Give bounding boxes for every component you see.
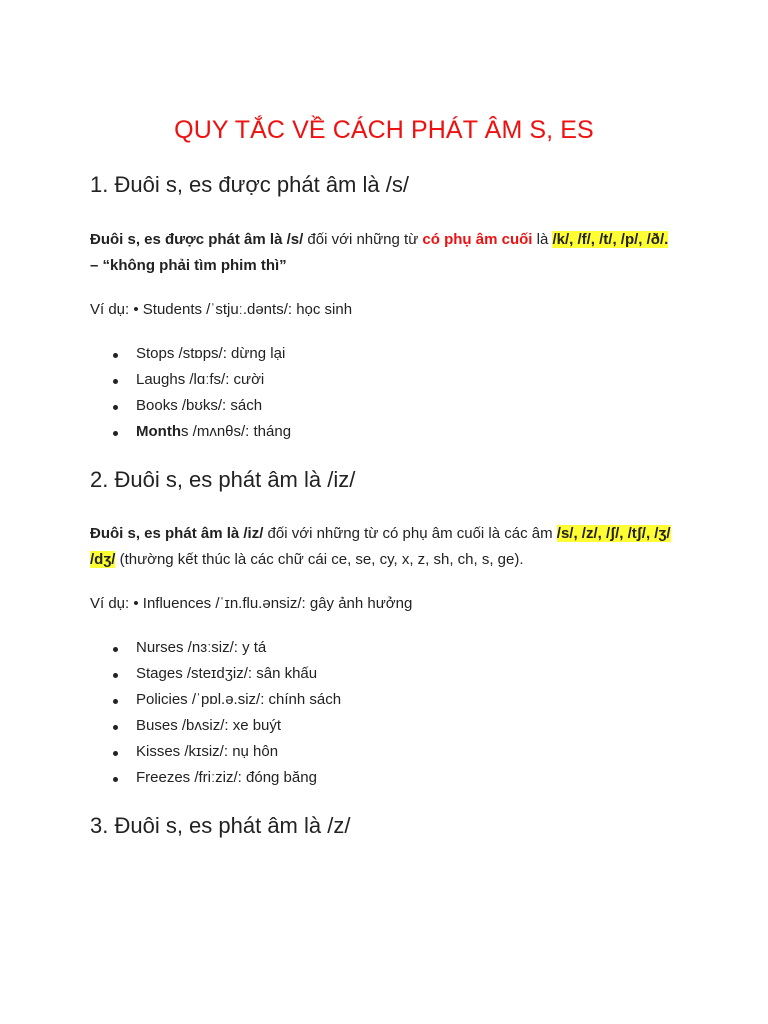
list-item: [90, 419, 291, 445]
rule-1-bold: Đuôi s, es được phát âm là /s/: [90, 231, 304, 248]
list-item-text: Laughs /lɑːfs/: cười: [136, 371, 265, 388]
list-item-text: Freezes /friːziz/: đóng băng: [136, 769, 317, 786]
rule-2-text-a: đối với những từ có phụ âm cuối là các âm: [263, 525, 557, 542]
list-item: [90, 635, 341, 661]
list-item-text: Kisses /kɪsiz/: nụ hôn: [136, 743, 279, 760]
section-2-heading: 2. Đuôi s, es phát âm là /iz/: [90, 467, 356, 492]
list-item-text: Nurses /nɜːsiz/: y tá: [136, 639, 267, 656]
list-item-text: Stages /steɪdʒiz/: sân khấu: [136, 665, 318, 682]
section-2-example: Ví dụ: • Influences /ˈɪn.flu.ənsiz/: gây ảnh hưởng: [90, 595, 413, 612]
list-item-text: s /mʌnθs/: tháng: [180, 423, 292, 440]
list-item-text: Stops /stɒps/: dừng lại: [136, 345, 286, 362]
rule-1-highlight-sounds: /k/, /f/, /t/, /p/, /ð/.: [552, 231, 669, 248]
rule-2-text-b: (thường kết thúc là các chữ cái ce, se, cy, x, z, sh, ch, s, ge).: [115, 551, 524, 568]
list-item: [90, 367, 291, 393]
rule-2-highlight-sounds: /s/, /z/, /ʃ/, /tʃ/, /ʒ/: [556, 525, 671, 542]
list-item-text: Buses /bʌsiz/: xe buýt: [136, 717, 282, 734]
rule-1-text-a: đối với những từ: [303, 231, 423, 248]
rule-2-bold: Đuôi s, es phát âm là /iz/: [90, 525, 264, 542]
section-1-example: Ví dụ: • Students /ˈstjuː.dənts/: học sinh: [90, 301, 353, 318]
section-1-list: [90, 341, 291, 445]
list-item: [90, 341, 291, 367]
list-item: [90, 393, 291, 419]
section-3-heading: 3. Đuôi s, es phát âm là /z/: [90, 813, 351, 838]
page-title: QUY TẮC VỀ CÁCH PHÁT ÂM S, ES: [174, 116, 594, 144]
rule-1-red-text: có phụ âm cuối: [422, 231, 533, 248]
list-item: [90, 765, 341, 791]
list-item: [90, 739, 341, 765]
section-2-list: [90, 635, 341, 791]
list-item-text: Books /bʊks/: sách: [136, 397, 263, 414]
rule-1-mnemonic: – “không phải tìm phim thì”: [90, 257, 287, 274]
rule-2-highlight-dz: /dʒ/: [90, 551, 116, 568]
list-item: [90, 661, 341, 687]
section-1-heading: 1. Đuôi s, es được phát âm là /s/: [90, 172, 409, 197]
list-item: [90, 713, 341, 739]
list-item-text: Policies /ˈpɒl.ə.siz/: chính sách: [136, 691, 342, 708]
list-item-bold: Month: [136, 423, 181, 440]
list-item: [90, 687, 341, 713]
section-2-rule-paragraph: [90, 521, 690, 573]
rule-1-text-b: là: [532, 231, 553, 248]
section-1-rule-paragraph: [90, 227, 690, 279]
